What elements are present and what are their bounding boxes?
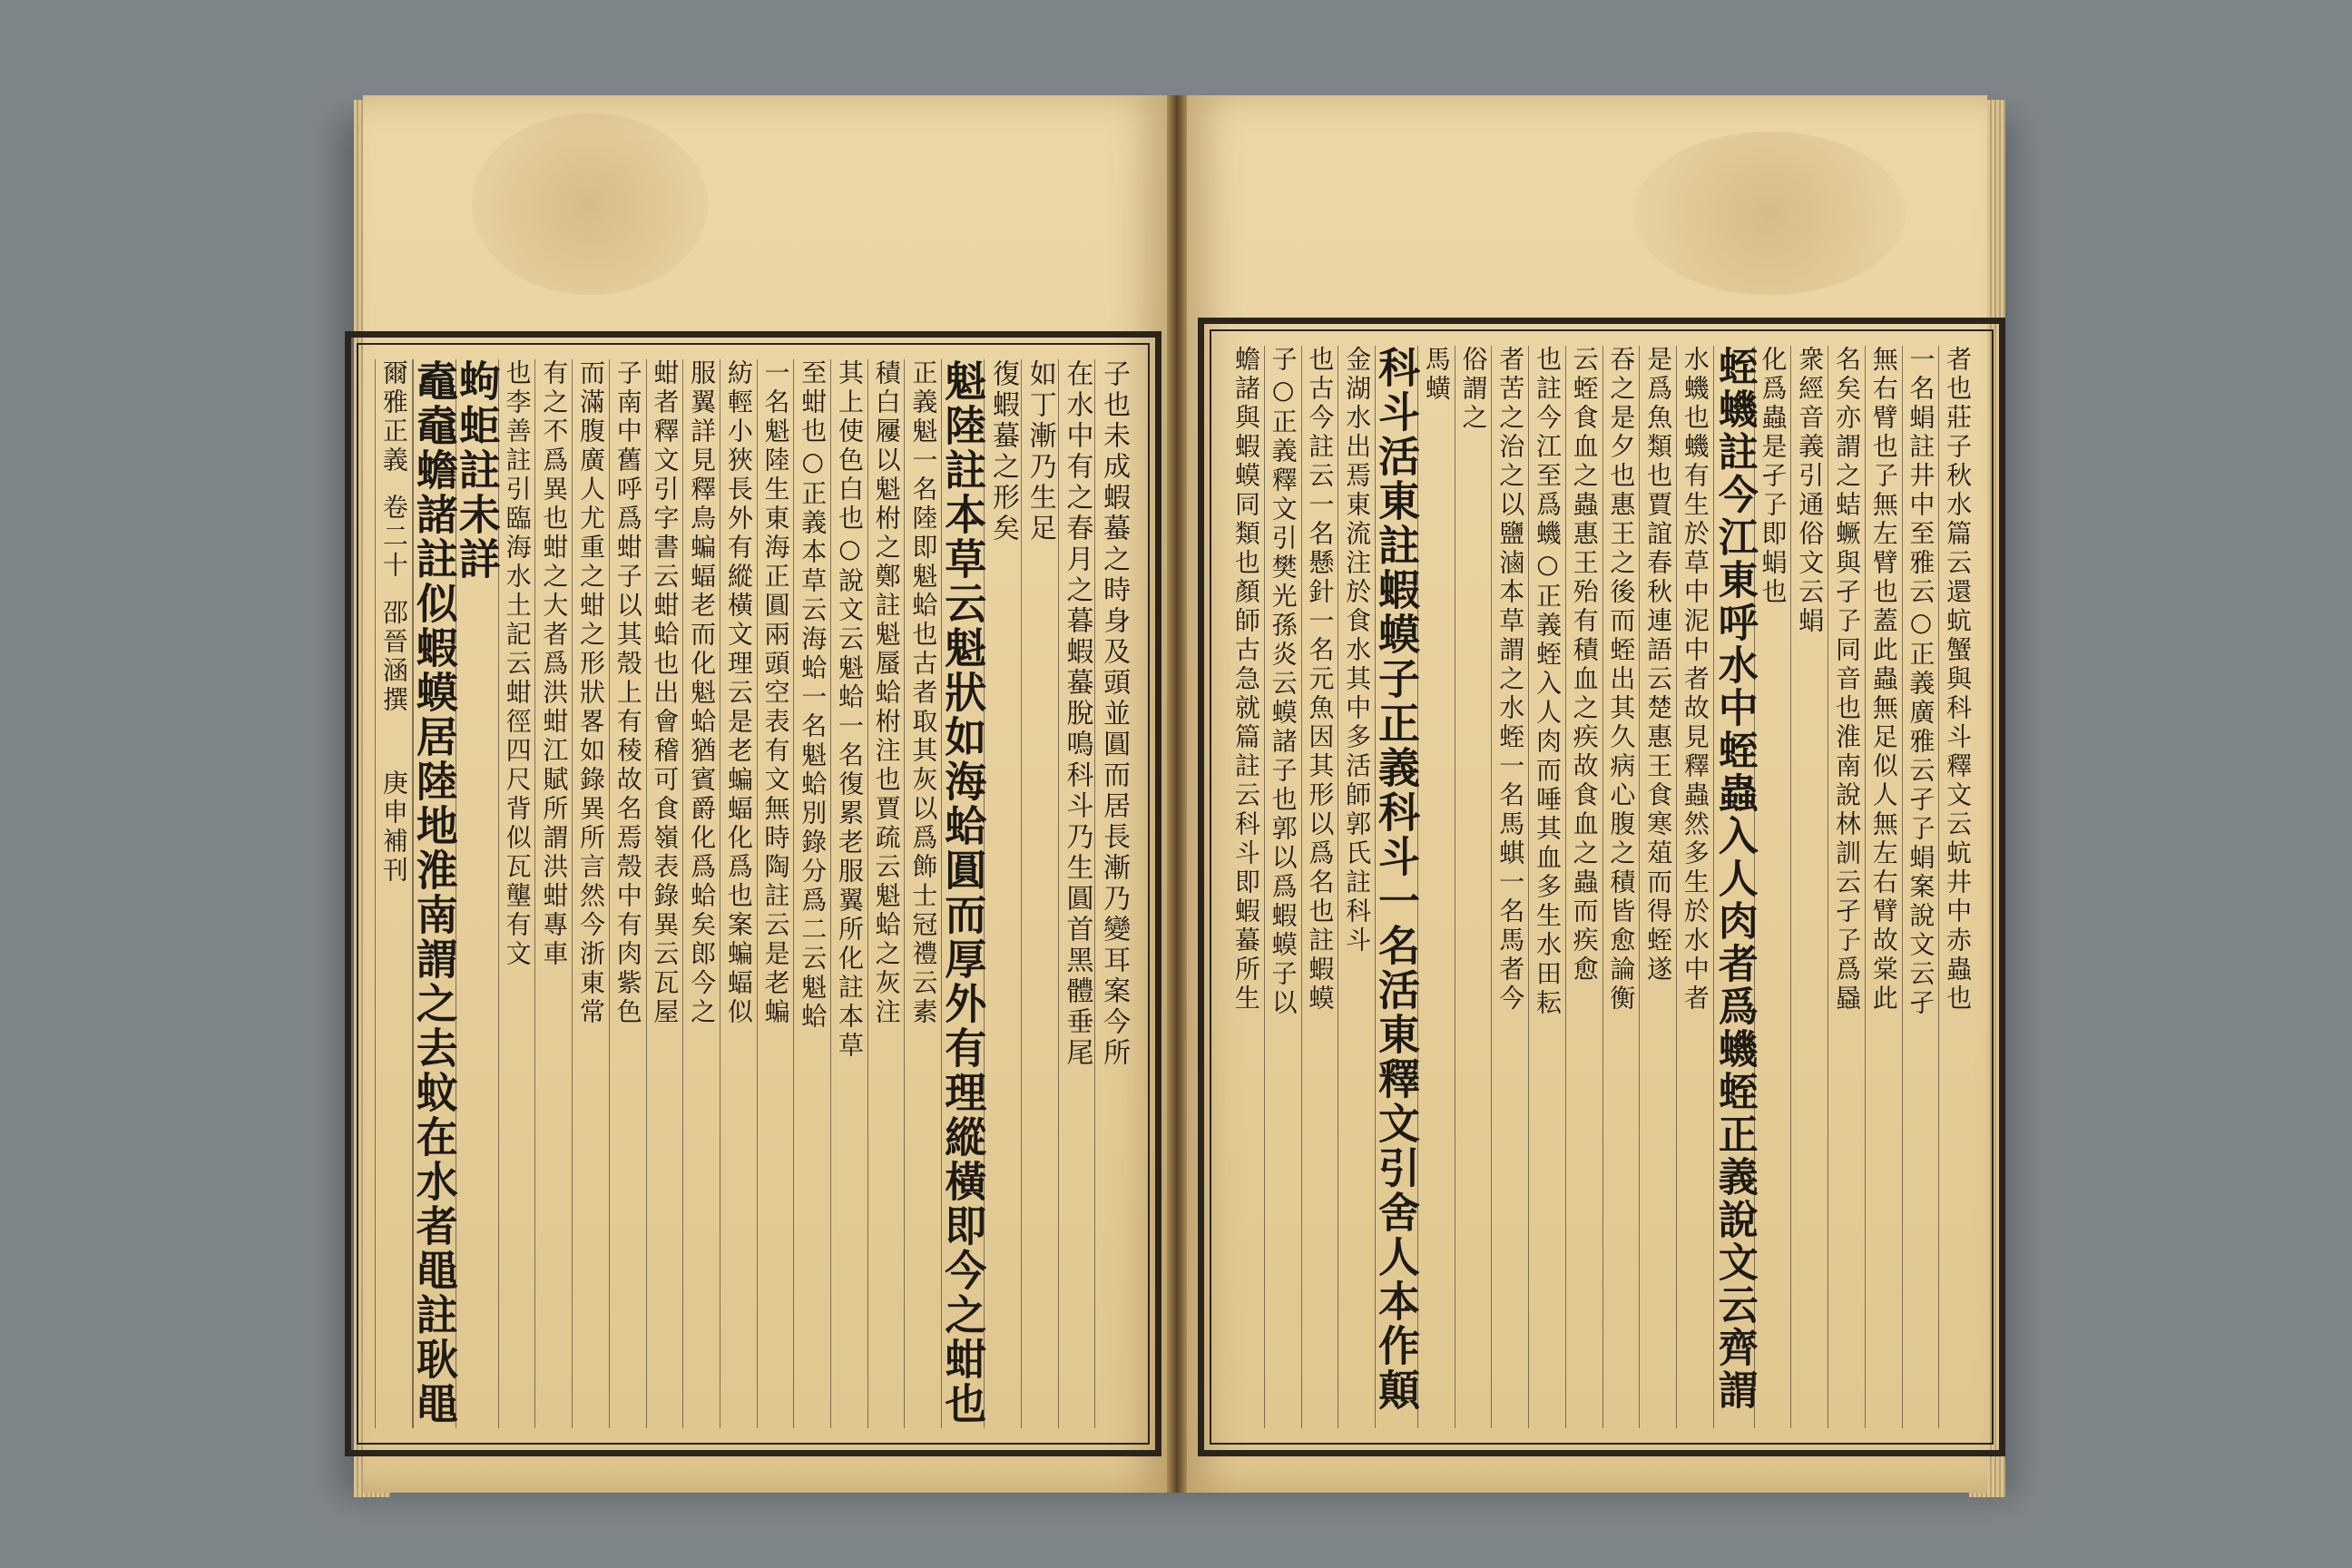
block-center-margin bbox=[375, 359, 413, 1428]
text-column: 紡輕小狹長外有縱橫文理云是老蝙蝠化爲也案蝙蝠似 bbox=[720, 359, 757, 1428]
left-text-columns bbox=[375, 359, 1132, 1428]
volume-label: 卷二十 bbox=[378, 494, 409, 581]
text-column: 蚶者釋文引字書云蚶蛤也出會稽可食嶺表錄異云瓦屋 bbox=[646, 359, 683, 1428]
text-column: 蟾諸與蝦蟆同類也顏師古急就篇註云科斗即蝦蟇所生 bbox=[1230, 346, 1261, 1014]
text-column: 復蝦蟇之形矣 bbox=[984, 359, 1021, 1428]
text-column: 水蟣也蟣有生於草中泥中者故見釋蟲然多生於水中者 bbox=[1676, 346, 1713, 1428]
text-column: 一名魁陸生東海正圓兩頭空表有文無時陶註云是老蝙 bbox=[757, 359, 794, 1428]
entry-heading-column: 鼁鼀蟾諸註似蝦蟆居陸地淮南謂之去蚊在水者黽註耿黽 bbox=[409, 359, 459, 1426]
text-column: 衆經音義引通俗文云蜎 bbox=[1790, 346, 1828, 1428]
text-column: 至蚶也○正義本草云海蛤一名魁蛤別錄分爲二云魁蛤 bbox=[793, 359, 830, 1428]
text-column: 積白屨以魁柎之鄭註魁蜃蛤柎注也賈疏云魁蛤之灰注 bbox=[867, 359, 905, 1428]
reprint-label: 庚申補刊 bbox=[378, 769, 409, 886]
text-column: 其上使色白也○說文云魁蛤一名復累老服翼所化註本草 bbox=[830, 359, 867, 1428]
text-column: 子○正義釋文引樊光孫炎云蟆諸子也郭以爲蝦蟆子以 bbox=[1264, 346, 1301, 1428]
text-column: 也註今江至爲蟣○正義蛭入人肉而唾其血多生水田耘 bbox=[1528, 346, 1565, 1428]
text-column: 一名蜎註井中至雅云○正義廣雅云孑孒蜎案說文云孑 bbox=[1902, 346, 1939, 1428]
entry-heading-column: 蚼蚷註未詳 bbox=[456, 359, 498, 1428]
paper-stain bbox=[472, 113, 708, 295]
right-page-frame bbox=[1198, 318, 2005, 1456]
text-column: 無右臂也孒無左臂也蓋此蟲無足似人無左右臂故棠此 bbox=[1865, 346, 1902, 1428]
entry-heading-column: 魁陸註本草云魁狀如海蛤圓而厚外有理縱橫即今之蚶也 bbox=[938, 359, 988, 1426]
text-column: 名矣亦謂之蛣蟩與孑孒同音也淮南說林訓云孑孒爲蟁 bbox=[1828, 346, 1865, 1428]
book-gutter bbox=[1167, 95, 1187, 1493]
author-label: 邵晉涵撰 bbox=[378, 599, 409, 715]
text-column: 也古今註云一名懸針一名元魚因其形以爲名也註蝦蟆 bbox=[1301, 346, 1338, 1428]
left-page-frame bbox=[345, 331, 1161, 1456]
text-column: 者苦之治之以鹽滷本草謂之水蛭一名馬蜞一名馬者今 bbox=[1491, 346, 1528, 1428]
text-column: 有之不爲異也蚶之大者爲洪蚶江賦所謂洪蚶專車 bbox=[534, 359, 572, 1428]
text-column: 者也莊子秋水篇云還蚢蟹與科斗釋文云蚢井中赤蟲也 bbox=[1938, 346, 1975, 1428]
text-column: 化爲蟲是孑孒即蜎也 bbox=[1754, 346, 1791, 1428]
entry-heading-column: 蛭蟣註今江東呼水中蛭蟲入人肉者爲蟣蛭正義說文云齊謂 bbox=[1713, 346, 1754, 1428]
right-page bbox=[1180, 95, 1987, 1493]
text-column: 云蛭食血之蟲惠王殆有積血之疾故食血之蟲而疾愈 bbox=[1565, 346, 1602, 1428]
text-column: 是爲魚類也賈誼春秋連語云楚惠王食寒葅而得蛭遂 bbox=[1639, 346, 1676, 1428]
text-column: 如丁漸乃生足 bbox=[1021, 359, 1058, 1428]
text-column: 子也未成蝦蟇之時身及頭並圓而居長漸乃變耳案今所 bbox=[1094, 359, 1132, 1428]
text-column: 俗謂之 bbox=[1455, 346, 1492, 1428]
text-column: 也李善註引臨海水土記云蚶徑四尺背似瓦壟有文 bbox=[498, 359, 535, 1428]
paper-stain bbox=[1633, 132, 1906, 295]
text-column: 服翼詳見釋鳥蝙蝠老而化魁蛤猶賓爵化爲蛤矣郎今之 bbox=[682, 359, 720, 1428]
text-column: 馬蟥 bbox=[1417, 346, 1455, 1428]
entry-heading-column: 科斗活東註蝦蟆子正義科斗一名活東釋文引舍人本作顛 bbox=[1375, 346, 1417, 1428]
book-title: 爾雅正義 bbox=[378, 359, 409, 475]
left-page bbox=[363, 95, 1172, 1493]
text-column: 在水中有之春月之暮蝦蟇脫鳴科斗乃生圓首黑體垂尾 bbox=[1058, 359, 1095, 1428]
text-column: 吞之是夕也惠王之後而蛭出其久病心腹之積皆愈論衡 bbox=[1602, 346, 1640, 1428]
text-column: 金湖水出焉東流注於食水其中多活師郭氏註科斗 bbox=[1338, 346, 1375, 1428]
text-column: 子南中舊呼爲蚶子以其殼上有稜故名焉殼中有肉紫色 bbox=[609, 359, 646, 1428]
text-column: 正義魁一名陸即魁蛤也古者取其灰以爲飾士冠禮云素 bbox=[904, 359, 941, 1428]
text-column: 而滿腹廣人尤重之蚶之形狀畧如錄異所言然今浙東常 bbox=[572, 359, 609, 1428]
right-text-columns bbox=[1228, 346, 1975, 1428]
